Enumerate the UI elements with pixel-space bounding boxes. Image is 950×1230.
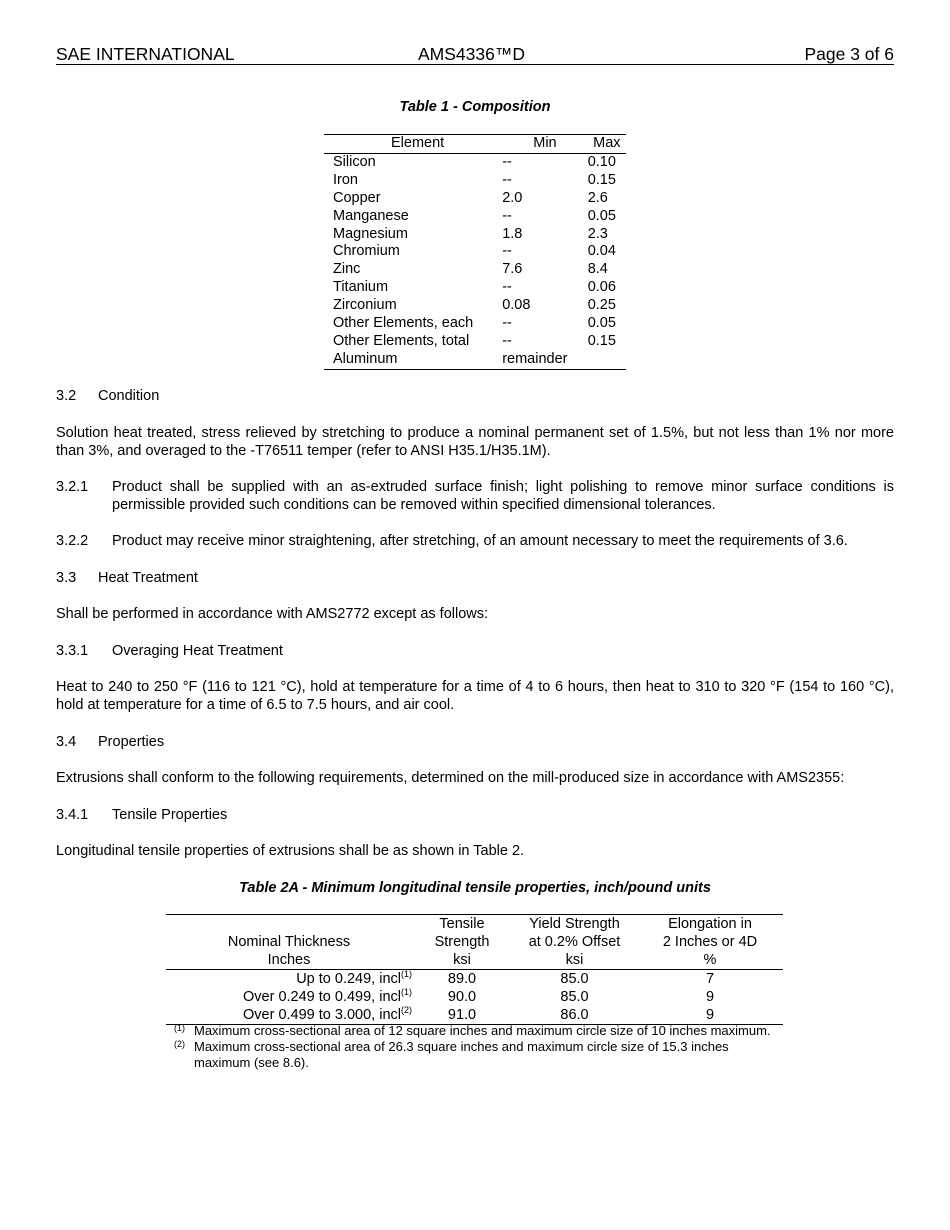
min-cell: 0.08 xyxy=(502,297,531,314)
table-row xyxy=(324,153,626,171)
section-3-2-1 xyxy=(56,478,894,514)
page-header xyxy=(56,44,894,65)
section-3-4-paragraph: Extrusions shall conform to the following requirements, determined on the mill-produced size in accordance with AMS2355: xyxy=(56,770,845,786)
table-row xyxy=(324,333,626,351)
table2-header-yield: Yield Strength at 0.2% Offset ksi xyxy=(512,915,637,970)
section-3-2-paragraph: Solution heat treated, stress relieved by stretching to produce a nominal permanent set of 1.5%, but not less than 1% nor more than 3%, and overaged to the -T76511 temper (refer to ANSI H35.1/H35.1M). xyxy=(56,425,894,459)
min-cell: -- xyxy=(502,279,512,296)
table-row xyxy=(324,208,626,226)
element-cell: Iron xyxy=(333,171,358,188)
section-number: 3.3.1 xyxy=(56,643,89,659)
section-number: 3.4.1 xyxy=(56,807,89,823)
section-3-3-1-paragraph: Heat to 240 to 250 °F (116 to 121 °C), hold at temperature for a time of 4 to 6 hours, then heat to 310 to 320 °F (154 to 160 °C), hold at temperature for a time of 6.5 to 7.5 hours, and air cool. xyxy=(56,679,894,713)
section-number: 3.3 xyxy=(56,570,77,586)
table1-header-max: Max xyxy=(588,135,626,153)
max-cell: 0.10 xyxy=(587,153,616,170)
table-row xyxy=(166,1006,783,1025)
max-cell: 0.04 xyxy=(587,243,616,260)
table2-header-elongation: Elongation in 2 Inches or 4D % xyxy=(637,915,783,970)
section-3-3-paragraph: Shall be performed in accordance with AMS2772 except as follows: xyxy=(56,606,489,622)
section-number: 3.2.2 xyxy=(56,533,89,549)
max-cell: 2.6 xyxy=(587,189,608,206)
section-title: Condition xyxy=(98,388,160,404)
thickness-cell: Over 0.249 to 0.499, incl$^{(1)}$ xyxy=(243,987,412,1005)
element-cell: Other Elements, total xyxy=(333,332,470,349)
elongation-cell: 7 xyxy=(705,971,715,987)
section-title: Tensile Properties xyxy=(112,807,228,823)
section-text: Product may receive minor straightening, after stretching, of an amount necessary to meet the requirements of 3.6. xyxy=(112,533,848,549)
table-row xyxy=(324,297,626,315)
section-text: Product shall be supplied with an as-extruded surface finish; light polishing to remove minor surface conditions is permissible provided such conditions can be removed within specified dimensional tolerances. xyxy=(112,479,894,513)
footnote-mark: (1) xyxy=(174,1023,185,1033)
min-cell: -- xyxy=(502,207,512,224)
tensile-cell: 90.0 xyxy=(447,989,477,1005)
min-cell: remainder xyxy=(502,350,568,367)
tensile-cell: 89.0 xyxy=(447,971,477,987)
table1-header-min: Min xyxy=(502,135,588,153)
footnote-mark: (2) xyxy=(174,1039,185,1049)
section-3-4-1-paragraph: Longitudinal tensile properties of extrusions shall be as shown in Table 2. xyxy=(56,843,525,859)
footnote-ref: (1) xyxy=(401,969,412,980)
footnote-ref: (1) xyxy=(401,987,412,998)
min-cell: 7.6 xyxy=(502,261,523,278)
header-page-number: Page 3 of 6 xyxy=(804,44,894,64)
tensile-cell: 91.0 xyxy=(447,1007,477,1023)
element-cell: Aluminum xyxy=(333,350,398,367)
yield-cell: 85.0 xyxy=(560,989,589,1005)
table1-title: Table 1 - Composition xyxy=(399,99,551,115)
max-cell: 8.4 xyxy=(587,261,608,278)
element-cell: Manganese xyxy=(333,207,409,224)
element-cell: Zirconium xyxy=(333,297,397,314)
table-row xyxy=(324,243,626,261)
element-cell: Other Elements, each xyxy=(333,315,474,332)
min-cell: -- xyxy=(502,243,512,260)
max-cell: 0.25 xyxy=(587,297,616,314)
section-number: 3.4 xyxy=(56,734,77,750)
table-row xyxy=(324,351,626,369)
section-number: 3.2 xyxy=(56,388,77,404)
section-title: Properties xyxy=(98,734,165,750)
element-cell: Chromium xyxy=(333,243,400,260)
footnote-text: Maximum cross-sectional area of 12 square inches and maximum circle size of 10 inches maximum. xyxy=(194,1023,771,1038)
section-number: 3.2.1 xyxy=(56,479,89,495)
min-cell: 2.0 xyxy=(502,189,523,206)
elongation-cell: 9 xyxy=(705,1007,715,1023)
table2-header-thickness: Nominal Thickness Inches xyxy=(166,915,412,970)
max-cell: 0.05 xyxy=(587,207,616,224)
max-cell: 0.15 xyxy=(587,171,616,188)
table-row xyxy=(324,190,626,208)
max-cell: 0.15 xyxy=(587,332,616,349)
table2-footnotes xyxy=(166,1023,783,1071)
thickness-cell: Over 0.499 to 3.000, incl$^{(2)}$ xyxy=(243,1005,412,1023)
max-cell: 0.05 xyxy=(587,315,616,332)
table-row xyxy=(324,172,626,190)
min-cell: -- xyxy=(502,153,512,170)
footnote-ref: (2) xyxy=(401,1005,412,1016)
section-title: Heat Treatment xyxy=(98,570,198,586)
max-cell: 2.3 xyxy=(587,225,608,242)
footnote-text: Maximum cross-sectional area of 26.3 square inches and maximum circle size of 15.3 inches maximum (see 8.6). xyxy=(194,1039,729,1070)
tensile-properties-table xyxy=(166,914,783,1025)
table2-title: Table 2A - Minimum longitudinal tensile properties, inch/pound units xyxy=(239,880,711,896)
table2-header-tensile: Tensile Strength ksi xyxy=(412,915,512,970)
footnote xyxy=(166,1023,783,1039)
min-cell: -- xyxy=(502,332,512,349)
element-cell: Silicon xyxy=(333,153,376,170)
footnote xyxy=(166,1039,783,1071)
table-row xyxy=(324,279,626,297)
table-row xyxy=(324,261,626,279)
elongation-cell: 9 xyxy=(705,989,715,1005)
min-cell: 1.8 xyxy=(502,225,523,242)
max-cell: 0.06 xyxy=(587,279,616,296)
element-cell: Zinc xyxy=(333,261,361,278)
element-cell: Titanium xyxy=(333,279,389,296)
table-row xyxy=(324,226,626,244)
yield-cell: 86.0 xyxy=(560,1007,589,1023)
table-row xyxy=(166,988,783,1006)
min-cell: -- xyxy=(502,171,512,188)
section-title: Overaging Heat Treatment xyxy=(112,643,283,659)
section-3-2-2 xyxy=(56,532,894,550)
yield-cell: 85.0 xyxy=(560,971,589,987)
element-cell: Copper xyxy=(333,189,381,206)
max-cell xyxy=(588,351,626,369)
min-cell: -- xyxy=(502,315,512,332)
table-row xyxy=(166,970,783,989)
table-row xyxy=(324,315,626,333)
header-document-number: AMS4336™D xyxy=(418,44,525,64)
element-cell: Magnesium xyxy=(333,225,408,242)
table1-header-element: Element xyxy=(324,135,502,153)
composition-table xyxy=(324,134,626,370)
thickness-cell: Up to 0.249, incl$^{(1)}$ xyxy=(296,969,412,987)
header-organization: SAE INTERNATIONAL xyxy=(56,44,235,64)
